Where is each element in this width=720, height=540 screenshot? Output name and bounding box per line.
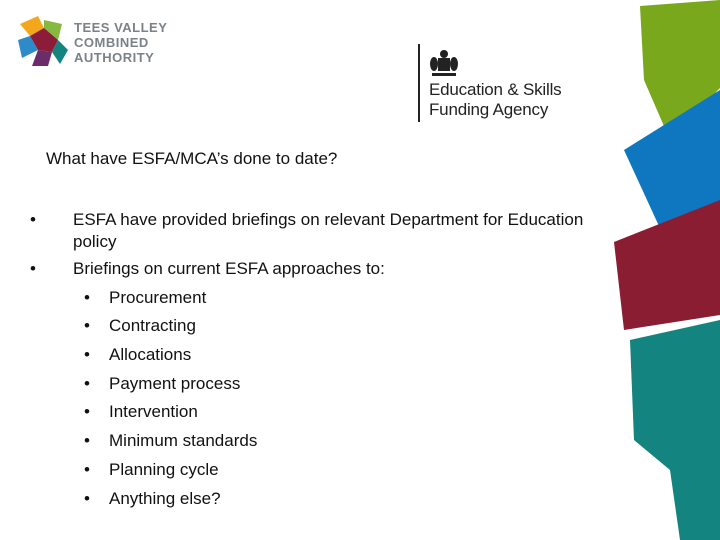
bullet-dot: • [84, 459, 90, 479]
esfa-line-2: Funding Agency [429, 100, 549, 119]
tv-line-1: TEES VALLEY [74, 20, 168, 35]
bullet-dot: • [84, 431, 90, 451]
bullet-dot: • [84, 287, 90, 307]
esfa-line-1: Education & Skills [429, 80, 562, 99]
tv-line-3: AUTHORITY [74, 50, 155, 65]
tv-line-2: COMBINED [74, 35, 149, 50]
sub-bullet-item [30, 370, 600, 399]
sub-bullet-text: Contracting [109, 316, 196, 336]
sub-bullet-text: Minimum standards [109, 431, 258, 451]
bullet-dot: • [30, 210, 36, 229]
sub-bullet-item [30, 284, 600, 313]
royal-crest-icon [428, 48, 460, 78]
bullet-list [30, 206, 600, 513]
sub-bullet-text: Intervention [109, 402, 198, 422]
sub-bullet-text: Allocations [109, 345, 192, 365]
bullet-dot: • [30, 259, 36, 278]
sub-bullet-item [30, 341, 600, 370]
sub-bullet-text: Payment process [109, 373, 241, 393]
bullet-dot: • [84, 373, 90, 393]
sub-bullet-item [30, 312, 600, 341]
teal-shape [630, 320, 720, 540]
sub-bullet-text: Procurement [109, 287, 207, 307]
decorative-side-shapes [610, 0, 720, 540]
bullet-item [30, 206, 600, 255]
bullet-dot: • [84, 316, 90, 336]
bullet-text: ESFA have provided briefings on relevant Department for Education policy [73, 210, 584, 251]
sub-bullet-item [30, 427, 600, 456]
tees-valley-mark-icon [14, 14, 72, 72]
bullet-text: Briefings on current ESFA approaches to: [73, 259, 385, 278]
sub-bullet-item [30, 398, 600, 427]
tees-valley-logo [14, 14, 184, 74]
bullet-dot: • [84, 488, 90, 508]
sub-bullet-text: Anything else? [109, 488, 221, 508]
sub-bullet-item [30, 456, 600, 485]
bullet-dot: • [84, 402, 90, 422]
esfa-wordmark [429, 80, 561, 120]
sub-bullet-item [30, 485, 600, 514]
esfa-logo [418, 44, 608, 124]
bullet-dot: • [84, 345, 90, 365]
bullet-item [30, 255, 600, 284]
sub-bullet-text: Planning cycle [109, 459, 219, 479]
esfa-divider [418, 44, 420, 122]
slide-heading: What have ESFA/MCA’s done to date? [46, 149, 338, 168]
tees-valley-wordmark [74, 20, 167, 65]
